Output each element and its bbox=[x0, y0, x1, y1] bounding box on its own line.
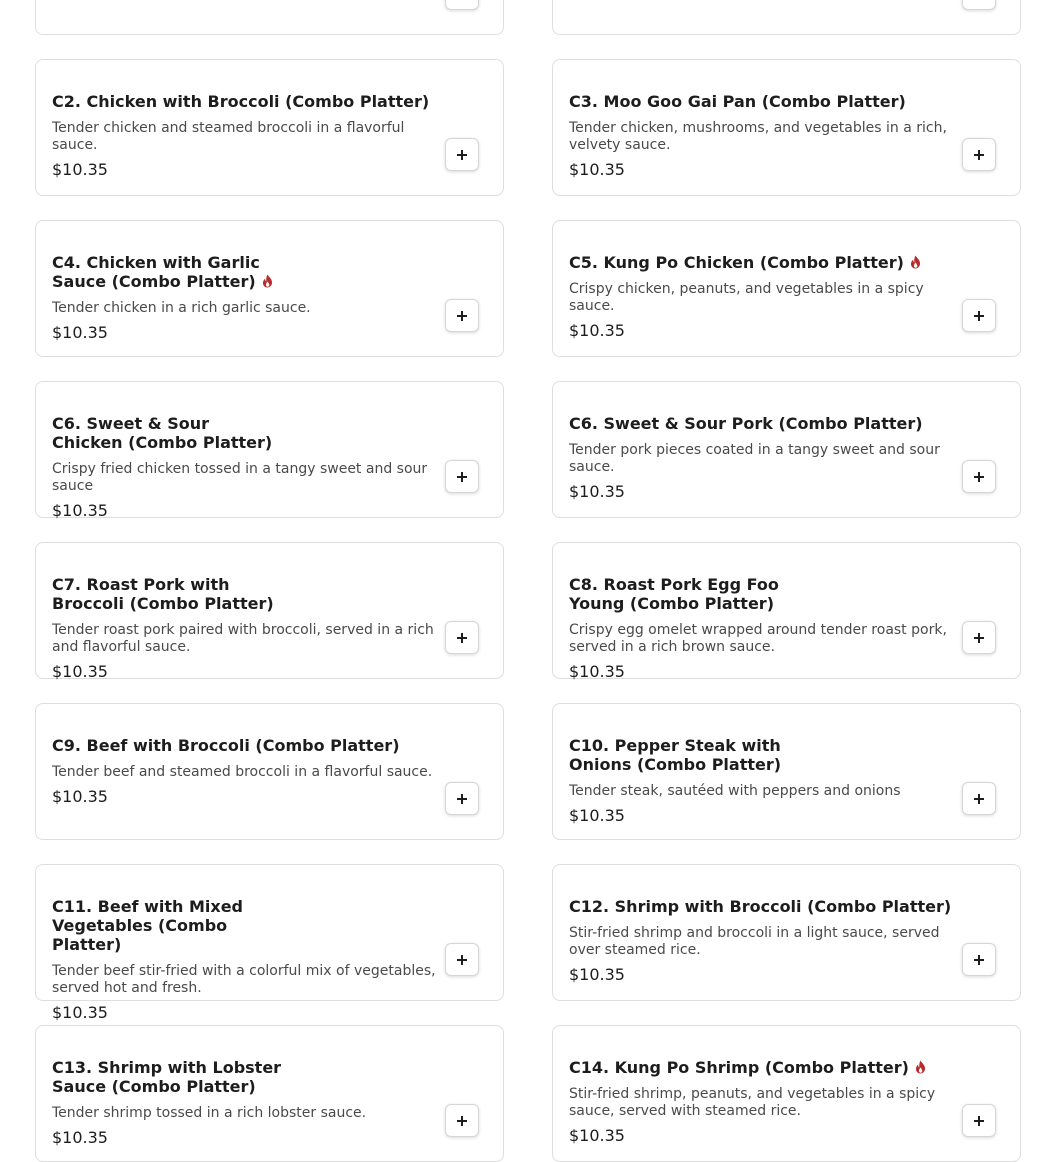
add-to-cart-button[interactable] bbox=[445, 1104, 479, 1137]
menu-item-card[interactable] bbox=[552, 542, 1021, 679]
menu-item-price: $10.35 bbox=[52, 1128, 108, 1147]
menu-item-details bbox=[569, 575, 953, 682]
menu-item-price: $10.35 bbox=[52, 1003, 108, 1022]
plus-icon bbox=[974, 633, 984, 643]
menu-item-name: C5. Kung Po Chicken (Combo Platter) bbox=[569, 253, 904, 272]
add-to-cart-button[interactable] bbox=[962, 460, 996, 493]
menu-item-price: $10.35 bbox=[569, 806, 625, 825]
plus-icon bbox=[974, 1116, 984, 1126]
plus-icon bbox=[457, 955, 467, 965]
menu-item-card[interactable] bbox=[35, 59, 504, 196]
menu-item-card[interactable] bbox=[35, 864, 504, 1022]
menu-item-name: C9. Beef with Broccoli (Combo Platter) bbox=[52, 736, 400, 755]
menu-item-price: $10.35 bbox=[569, 965, 625, 984]
menu-item-name: C13. Shrimp with Lobster Sauce (Combo Platter) bbox=[52, 1058, 282, 1096]
plus-icon bbox=[457, 633, 467, 643]
menu-item-card[interactable] bbox=[35, 703, 504, 840]
menu-item-name: C8. Roast Pork Egg Foo Young (Combo Platter) bbox=[569, 575, 779, 613]
plus-icon bbox=[457, 794, 467, 804]
add-to-cart-button[interactable] bbox=[445, 621, 479, 654]
menu-item-name: C4. Chicken with Garlic Sauce (Combo Platter) bbox=[52, 253, 260, 291]
plus-icon bbox=[457, 472, 467, 482]
menu-item-details bbox=[569, 897, 953, 985]
add-to-cart-button[interactable] bbox=[445, 138, 479, 171]
menu-item-name: C14. Kung Po Shrimp (Combo Platter) bbox=[569, 1058, 909, 1077]
plus-icon bbox=[457, 311, 467, 321]
menu-item-details bbox=[569, 253, 953, 341]
menu-item-name: C6. Sweet & Sour Pork (Combo Platter) bbox=[569, 414, 923, 433]
menu-item-details bbox=[569, 92, 953, 180]
menu-item-name: C3. Moo Goo Gai Pan (Combo Platter) bbox=[569, 92, 906, 111]
menu-item-card[interactable] bbox=[35, 381, 504, 518]
plus-icon bbox=[974, 955, 984, 965]
menu-item-details bbox=[52, 253, 436, 343]
menu-item-card[interactable] bbox=[552, 220, 1021, 357]
add-to-cart-button[interactable] bbox=[445, 460, 479, 493]
menu-item-description: Stir-fried shrimp, peanuts, and vegetables in a spicy sauce, served with steamed rice. bbox=[569, 1086, 936, 1119]
add-to-cart-button[interactable] bbox=[962, 138, 996, 171]
add-to-cart-button[interactable] bbox=[962, 299, 996, 332]
menu-item-name: C12. Shrimp with Broccoli (Combo Platter) bbox=[569, 897, 952, 916]
menu-item-price: $10.35 bbox=[569, 160, 625, 179]
plus-icon bbox=[974, 472, 984, 482]
menu-item-price: $10.35 bbox=[52, 662, 108, 681]
menu-item-card[interactable] bbox=[35, 1025, 504, 1162]
menu-item-card[interactable] bbox=[35, 220, 504, 357]
menu-item-details bbox=[52, 92, 436, 180]
menu-item-price: $10.35 bbox=[52, 787, 108, 806]
menu-item-price: $10.35 bbox=[52, 501, 108, 520]
menu-item-name: C7. Roast Pork with Broccoli (Combo Platter) bbox=[52, 575, 274, 613]
add-to-cart-button[interactable] bbox=[962, 1104, 996, 1137]
menu-item-description: Tender chicken in a rich garlic sauce. bbox=[52, 300, 311, 316]
add-to-cart-button[interactable] bbox=[445, 0, 479, 10]
menu-item-card[interactable] bbox=[35, 0, 504, 35]
menu-item-description: Tender shrimp tossed in a rich lobster sauce. bbox=[52, 1105, 367, 1121]
menu-item-description: Tender beef and steamed broccoli in a flavorful sauce. bbox=[52, 764, 433, 780]
menu-item-details bbox=[52, 897, 436, 1023]
menu-item-details bbox=[569, 414, 953, 502]
plus-icon bbox=[457, 1116, 467, 1126]
plus-icon bbox=[974, 794, 984, 804]
add-to-cart-button[interactable] bbox=[962, 782, 996, 815]
menu-item-details bbox=[569, 736, 953, 826]
add-to-cart-button[interactable] bbox=[962, 0, 996, 10]
add-to-cart-button[interactable] bbox=[445, 299, 479, 332]
menu-item-price: $10.35 bbox=[52, 323, 108, 342]
plus-icon bbox=[974, 311, 984, 321]
menu-item-card[interactable] bbox=[552, 0, 1021, 35]
menu-item-price: $10.35 bbox=[52, 160, 108, 179]
add-to-cart-button[interactable] bbox=[962, 621, 996, 654]
menu-item-price: $10.35 bbox=[569, 482, 625, 501]
menu-item-description: Tender pork pieces coated in a tangy sweet and sour sauce. bbox=[569, 442, 940, 475]
menu-item-price: $10.35 bbox=[569, 321, 625, 340]
menu-item-card[interactable] bbox=[552, 703, 1021, 840]
menu-item-details bbox=[52, 736, 436, 807]
add-to-cart-button[interactable] bbox=[445, 782, 479, 815]
menu-item-details bbox=[52, 414, 436, 521]
menu-item-name: C6. Sweet & Sour Chicken (Combo Platter) bbox=[52, 414, 273, 452]
menu-item-description: Crispy fried chicken tossed in a tangy sweet and sour sauce bbox=[52, 461, 428, 494]
flame-icon bbox=[909, 255, 922, 269]
menu-item-price: $10.35 bbox=[569, 662, 625, 681]
menu-item-name: C10. Pepper Steak with Onions (Combo Platter) bbox=[569, 736, 782, 774]
menu-item-card[interactable] bbox=[552, 381, 1021, 518]
plus-icon bbox=[974, 150, 984, 160]
menu-item-description: Stir-fried shrimp and broccoli in a light sauce, served over steamed rice. bbox=[569, 925, 940, 958]
menu-item-card[interactable] bbox=[552, 59, 1021, 196]
menu-item-details bbox=[52, 1058, 436, 1148]
menu-item-card[interactable] bbox=[552, 1025, 1021, 1162]
menu-item-description: Tender beef stir-fried with a colorful mix of vegetables, served hot and fresh. bbox=[52, 963, 436, 996]
menu-item-description: Tender steak, sautéed with peppers and onions bbox=[569, 783, 901, 799]
menu-item-name: C2. Chicken with Broccoli (Combo Platter) bbox=[52, 92, 430, 111]
menu-item-description: Crispy chicken, peanuts, and vegetables in a spicy sauce. bbox=[569, 281, 924, 314]
plus-icon bbox=[457, 150, 467, 160]
add-to-cart-button[interactable] bbox=[962, 943, 996, 976]
menu-item-name: C11. Beef with Mixed Vegetables (Combo Platter) bbox=[52, 897, 243, 954]
menu-item-details bbox=[569, 1058, 953, 1146]
menu-item-price: $10.35 bbox=[569, 1126, 625, 1145]
menu-item-description: Crispy egg omelet wrapped around tender roast pork, served in a rich brown sauce. bbox=[569, 622, 947, 655]
menu-item-card[interactable] bbox=[35, 542, 504, 679]
menu-item-description: Tender chicken, mushrooms, and vegetables in a rich, velvety sauce. bbox=[569, 120, 947, 153]
menu-item-card[interactable] bbox=[552, 864, 1021, 1001]
menu-item-details bbox=[52, 575, 436, 682]
flame-icon bbox=[914, 1060, 927, 1074]
menu-item-description: Tender chicken and steamed broccoli in a flavorful sauce. bbox=[52, 120, 405, 153]
menu-item-description: Tender roast pork paired with broccoli, served in a rich and flavorful sauce. bbox=[52, 622, 434, 655]
add-to-cart-button[interactable] bbox=[445, 943, 479, 976]
flame-icon bbox=[261, 274, 274, 288]
